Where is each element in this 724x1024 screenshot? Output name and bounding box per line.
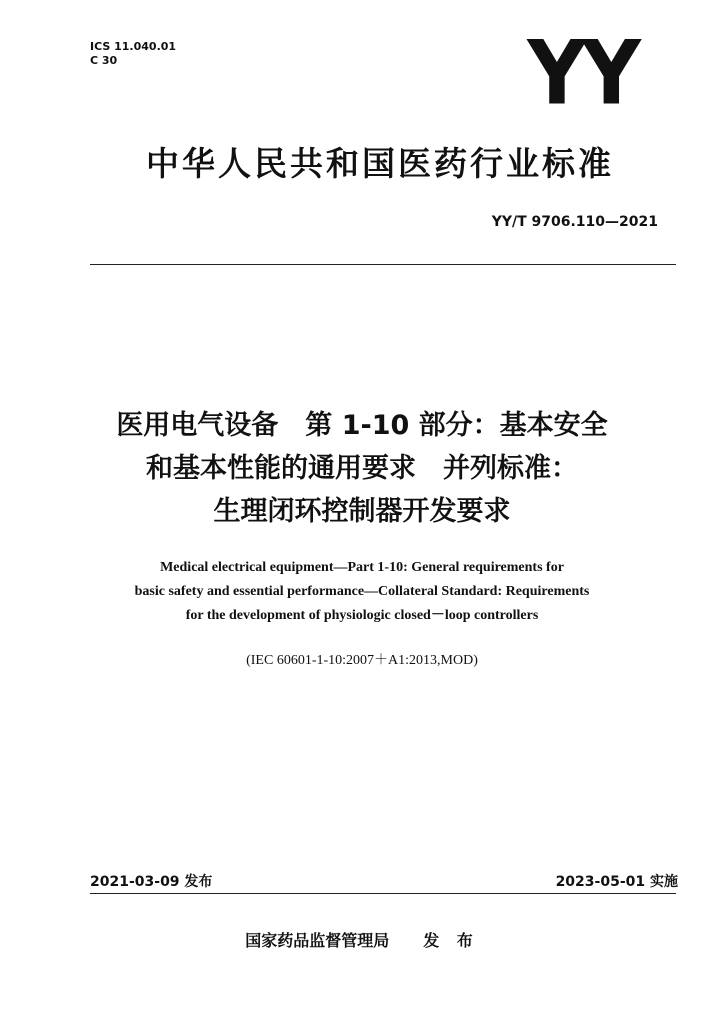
footer-divider bbox=[90, 893, 676, 894]
header-divider bbox=[90, 264, 676, 265]
english-title-line-1: Medical electrical equipment—Part 1-10: General requirements for bbox=[160, 560, 564, 575]
classification-codes bbox=[90, 40, 176, 68]
publish-date: 2021-03-09 发布 bbox=[90, 874, 213, 890]
standard-code: YY/T 9706.110—2021 bbox=[491, 214, 658, 230]
chinese-title bbox=[40, 404, 684, 533]
english-title-line-3: for the development of physiologic closed－loop controllers bbox=[185, 608, 539, 623]
issuer-line bbox=[0, 930, 724, 952]
yy-logo: YY bbox=[527, 22, 636, 126]
english-title bbox=[60, 556, 664, 628]
ics-code: ICS 11.040.01 bbox=[90, 40, 177, 53]
chinese-title-line-2: 和基本性能的通用要求 并列标准： bbox=[146, 453, 578, 484]
chinese-title-line-3: 生理闭环控制器开发要求 bbox=[213, 496, 511, 527]
english-title-line-2: basic safety and essential performance—Collateral Standard: Requirements bbox=[134, 584, 590, 599]
implement-date: 2023-05-01 实施 bbox=[555, 874, 678, 890]
issuing-organization: 国家药品监督管理局 bbox=[245, 931, 390, 950]
standard-name: 中华人民共和国医药行业标准 bbox=[146, 144, 614, 183]
issue-action: 发 布 bbox=[423, 931, 479, 950]
ccs-code: C 30 bbox=[90, 54, 118, 67]
chinese-title-line-1: 医用电气设备 第 1-10 部分：基本安全 bbox=[116, 410, 608, 441]
adoption-note: (IEC 60601-1-10:2007＋A1:2013,MOD) bbox=[246, 653, 478, 668]
